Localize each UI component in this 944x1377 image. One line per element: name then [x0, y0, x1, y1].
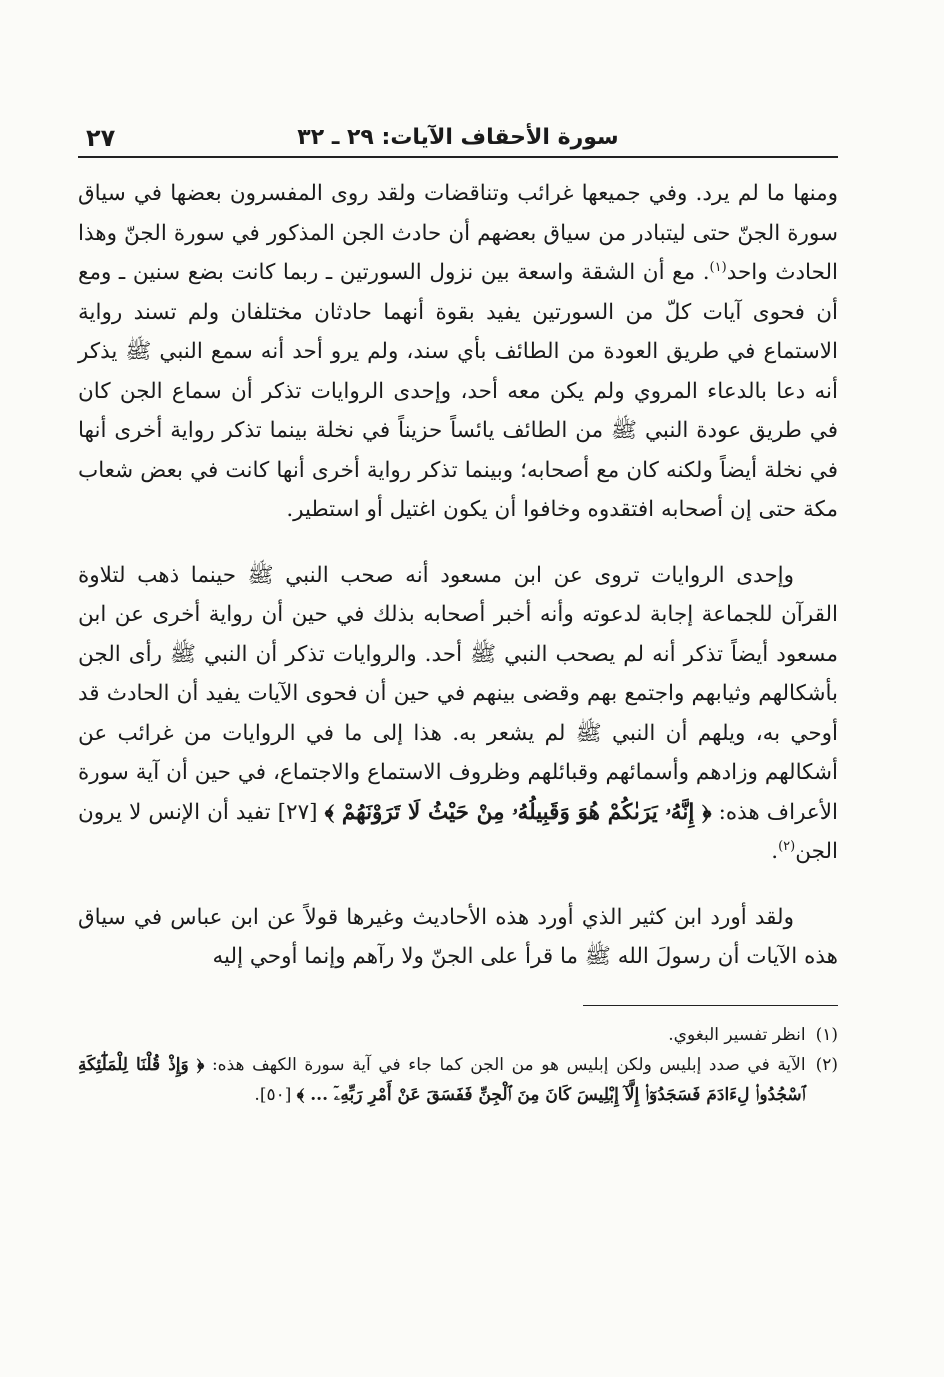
paragraph-3 — [78, 898, 838, 977]
page-number: ٢٧ — [86, 124, 116, 152]
footnote-2 — [78, 1050, 838, 1110]
paragraph-2-text-cont: تفيد أن الإنس لا يرون الجن — [78, 799, 838, 864]
book-page — [78, 118, 838, 1348]
footnote-verse-reference: [٥٠]. — [254, 1084, 292, 1105]
page-header — [78, 118, 838, 158]
footnote-quran-verse: ﴿ وَإِذْ قُلْنَا لِلْمَلَٰٓئِكَةِ ٱسْجُدُوا۟ لِءَادَمَ فَسَجَدُوٓا۟ إِلَّآ إِبْلِيسَ كَانَ مِنَ ٱلْجِنِّ فَفَسَقَ عَنْ أَمْرِ رَبِّهِۦٓ ... ﴾ — [78, 1054, 806, 1105]
paragraph-2-end: . — [771, 839, 779, 864]
footnote-ref-2: (٢) — [778, 838, 796, 854]
paragraph-2-text: وإحدى الروايات تروى عن ابن مسعود أنه صحب النبي ﷺ حينما ذهب لتلاوة القرآن للجماعة إجابة لدعوته وأنه أخبر أصحابه بذلك في حين أن رواية أخرى عن ابن مسعود أيضاً تذكر أنه لم يصحب النبي ﷺ أحد. والروايات تذكر أن النبي ﷺ رأى الجن بأشكالهم وثيابهم واجتمع بهم وقضى بينهم في حين أن فحوى الآيات يفيد أن الحادث قد أوحي به، ويلهم أن النبي ﷺ لم يشعر به. هذا إلى ما في الروايات من غرائب عن أشكالهم وزادهم وأسمائهم وقبائلهم وظروف الاستماع والاجتماع، في حين أن آية سورة الأعراف هذه: — [78, 562, 838, 825]
paragraph-3-text: ولقد أورد ابن كثير الذي أورد هذه الأحاديث وغيرها قولاً عن ابن عباس في سياق هذه الآيات أن رسولَ الله ﷺ ما قرأ على الجنّ ولا رآهم وإنما أوحي إليه — [78, 904, 838, 969]
paragraph-1-text: ومنها ما لم يرد. وفي جميعها غرائب وتناقضات ولقد روى المفسرون بعضها في سياق سورة الجنّ حتى ليتبادر من سياق بعضهم أن حادث الجن المذكور في سورة الجنّ وهذا الحادث واحد — [78, 181, 838, 285]
footnote-2-text: الآية في صدد إبليس ولكن إبليس هو من الجن كما جاء في آية سورة الكهف هذه: — [211, 1054, 806, 1075]
main-text — [78, 174, 838, 977]
footnote-text — [78, 1050, 806, 1110]
footnote-number: (٢) — [815, 1054, 838, 1075]
quran-verse: ﴿ إِنَّهُۥ يَرَىٰكُمْ هُوَ وَقَبِيلُهُۥ مِنْ حَيْثُ لَا تَرَوْنَهُمْ ﴾ — [324, 799, 712, 825]
paragraph-2 — [78, 556, 838, 872]
footnote-text: انظر تفسير البغوي. — [668, 1024, 806, 1045]
footnote-ref-1: (١) — [709, 259, 727, 275]
footnotes — [78, 1020, 838, 1110]
footnote-number: (١) — [815, 1024, 838, 1045]
footnote-separator — [583, 1005, 838, 1006]
footnote-1 — [78, 1020, 838, 1050]
paragraph-1 — [78, 174, 838, 530]
verse-reference: [٢٧] — [277, 799, 318, 825]
running-title: سورة الأحقاف الآيات: ٢٩ ـ ٣٢ — [297, 124, 619, 150]
paragraph-1-text-cont: . مع أن الشقة واسعة بين نزول السورتين ـ ربما كانت بضع سنين ـ ومع أن فحوى آيات كلّ من السورتين يفيد بقوة أنهما حادثان مختلفان ولم تسند رواية الاستماع في طريق العودة من الطائف بأي سند، ولم يرو أحد أنه سمع النبي ﷺ يذكر أنه دعا بالدعاء المروي ولم يكن معه أحد، وإحدى الروايات تذكر أن سماع الجن كان في طريق عودة النبي ﷺ من الطائف يائساً حزيناً في نخلة بينما تذكر رواية أخرى أنها في نخلة أيضاً ولكنه كان مع أصحابه؛ وبينما تذكر رواية أخرى أنها كانت في بعض شعاب مكة حتى إن أصحابه افتقدوه وخافوا أن يكون اغتيل أو استطير. — [78, 260, 838, 522]
